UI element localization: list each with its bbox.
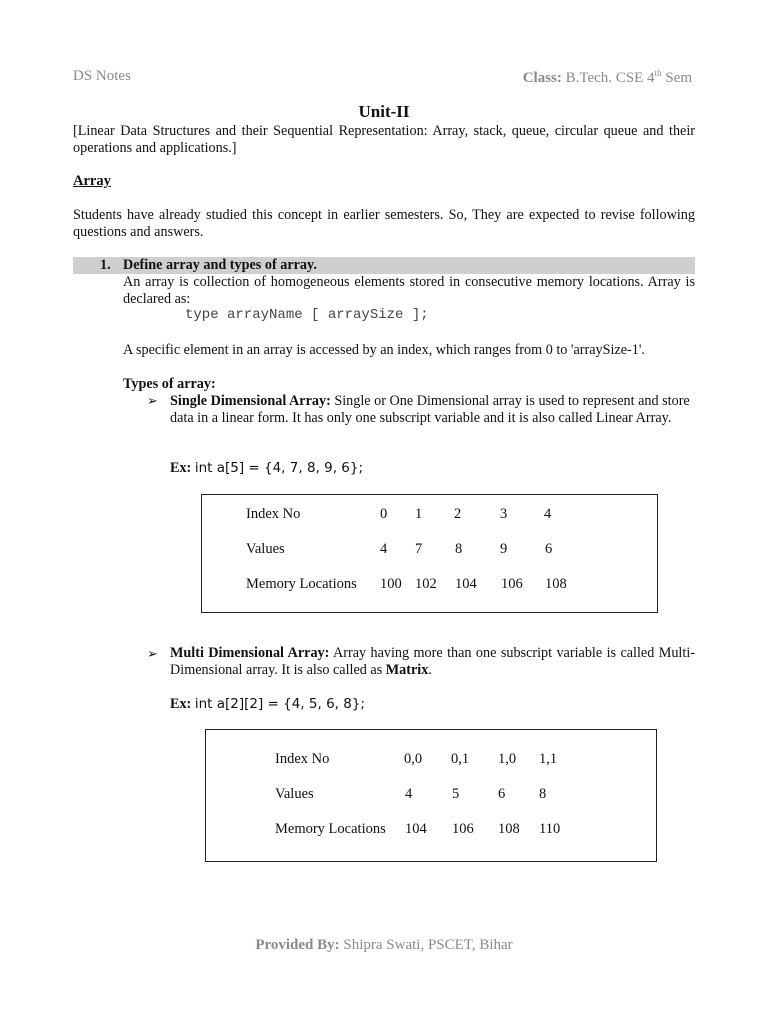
students-text: Students have already studied this concept in earlier semesters. So, They are expected to revise following questions and answers. xyxy=(73,207,695,240)
multi-row-label: Index No xyxy=(275,751,330,767)
multi-ex-label: Ex: xyxy=(170,696,192,712)
types-heading: Types of array: xyxy=(123,376,216,392)
multi-dim-title: Multi Dimensional Array: xyxy=(170,645,330,661)
single-cell: 4 xyxy=(544,506,552,522)
multi-dim-end: . xyxy=(428,662,432,678)
multi-cell: 0,0 xyxy=(404,751,423,767)
single-cell: 4 xyxy=(380,541,388,557)
single-ex-code: int a[5] = {4, 7, 8, 9, 6}; xyxy=(194,460,364,476)
bullet-icon: ➢ xyxy=(147,393,158,408)
multi-cell: 104 xyxy=(405,821,427,837)
single-cell: 3 xyxy=(500,506,508,522)
header-right xyxy=(523,68,692,87)
header-left: DS Notes xyxy=(73,68,131,84)
footer-label: Provided By: xyxy=(255,937,340,953)
multi-cell: 1,1 xyxy=(539,751,558,767)
single-cell: 2 xyxy=(454,506,462,522)
single-cell: 9 xyxy=(500,541,508,557)
single-row-label: Values xyxy=(246,541,285,557)
intro-text: [Linear Data Structures and their Sequential Representation: Array, stack, queue, circular queue and their operations and applications.] xyxy=(73,123,695,156)
single-cell: 6 xyxy=(545,541,553,557)
page-title: Unit-II xyxy=(358,102,410,121)
single-cell: 7 xyxy=(415,541,423,557)
declaration-code: type arrayName [ arraySize ]; xyxy=(185,307,429,323)
multi-cell: 1,0 xyxy=(498,751,517,767)
multi-row-label: Values xyxy=(275,786,314,802)
multi-dim-paragraph xyxy=(170,645,695,679)
single-cell: 104 xyxy=(455,576,477,592)
single-dim-paragraph xyxy=(170,393,695,427)
multi-example xyxy=(170,696,365,713)
single-row-label: Memory Locations xyxy=(246,576,357,592)
single-ex-label: Ex: xyxy=(170,460,192,476)
multi-cell: 4 xyxy=(405,786,413,802)
footer xyxy=(0,937,768,954)
single-dim-text: Single or One Dimensional array is used to represent and store data in a linear form. It has only one subscript variable and it is also called Linear Array. xyxy=(170,393,690,426)
class-label: Class: xyxy=(522,70,562,86)
single-cell: 100 xyxy=(380,576,402,592)
definition-text: An array is collection of homogeneous elements stored in consecutive memory locations. Array is declared as: xyxy=(123,274,695,307)
class-sup: th xyxy=(654,68,662,78)
access-text: A specific element in an array is accessed by an index, which ranges from 0 to 'arraySize-1'. xyxy=(123,342,645,358)
multi-dim-text: Array having more than one subscript variable is called Multi-Dimensional array. It is also called as xyxy=(170,645,695,678)
multi-cell: 0,1 xyxy=(451,751,470,767)
multi-cell: 8 xyxy=(539,786,547,802)
single-cell: 108 xyxy=(545,576,567,592)
single-cell: 1 xyxy=(415,506,423,522)
question-number: 1. xyxy=(100,257,111,273)
multi-ex-code: int a[2][2] = {4, 5, 6, 8}; xyxy=(194,696,365,712)
multi-cell: 106 xyxy=(452,821,474,837)
single-example xyxy=(170,460,363,477)
multi-cell: 5 xyxy=(452,786,460,802)
multi-cell: 108 xyxy=(498,821,520,837)
bullet-icon: ➢ xyxy=(147,646,158,661)
single-cell: 0 xyxy=(380,506,388,522)
matrix-word: Matrix xyxy=(385,662,429,678)
multi-cell: 110 xyxy=(539,821,561,837)
single-cell: 8 xyxy=(455,541,463,557)
question-text: Define array and types of array. xyxy=(123,257,317,273)
question-1 xyxy=(73,257,695,274)
section-heading: Array xyxy=(73,173,111,189)
class-tail: Sem xyxy=(665,70,692,86)
single-cell: 102 xyxy=(415,576,437,592)
multi-dim-table xyxy=(205,729,657,862)
single-dim-table xyxy=(201,494,658,613)
multi-cell: 6 xyxy=(498,786,506,802)
footer-value: Shipra Swati, PSCET, Bihar xyxy=(343,937,513,953)
single-dim-title: Single Dimensional Array: xyxy=(170,393,331,409)
multi-row-label: Memory Locations xyxy=(275,821,386,837)
single-row-label: Index No xyxy=(246,506,301,522)
class-value: B.Tech. CSE 4 xyxy=(565,70,655,86)
single-cell: 106 xyxy=(501,576,523,592)
